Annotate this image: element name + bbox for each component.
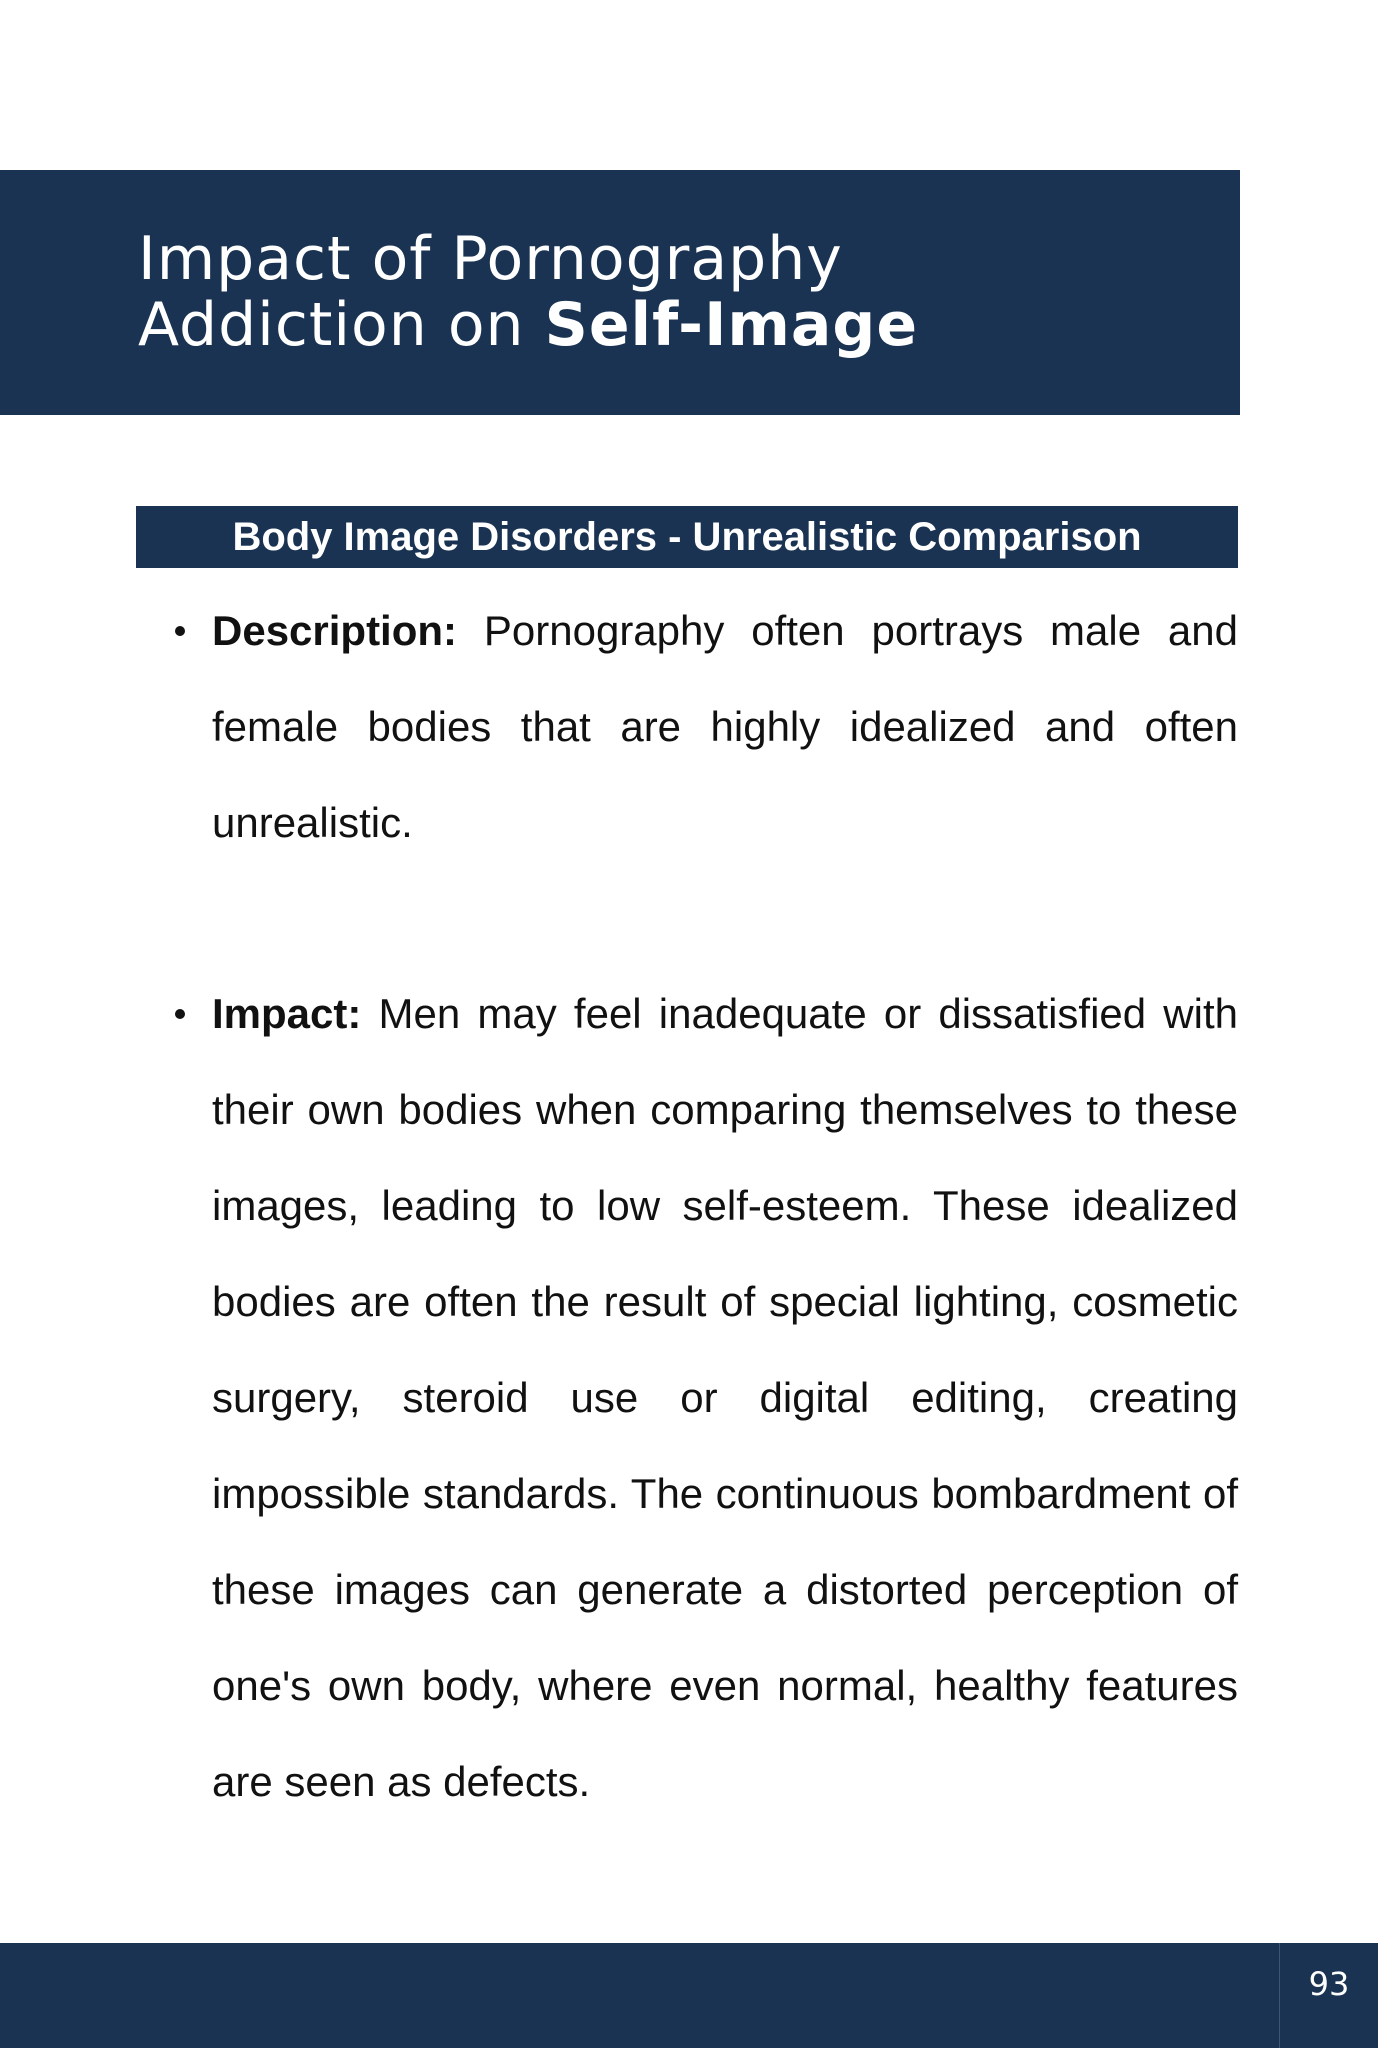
list-item-impact — [212, 966, 1238, 1830]
bullet-text: Men may feel inadequate or dissatisfied with their own bodies when comparing themselves to these images, leading to low self-esteem. These idealized bodies are often the result of special lighting, cosmetic surgery, steroid use or digital editing, creating impossible standards. The continuous bombardment of these images can generate a distorted perception of one's own body, where even normal, healthy features are seen as defects. — [212, 990, 1238, 1805]
bullet-list-impact — [212, 966, 1238, 1830]
list-item-description — [212, 583, 1238, 871]
page-title-line2-regular: Addiction on — [138, 290, 545, 360]
bullet-text: Pornography often portrays male and female bodies that are highly idealized and often unrealistic. — [212, 607, 1239, 846]
footer-bar — [0, 1943, 1378, 2048]
page-title — [138, 226, 918, 358]
bullet-list-description — [212, 583, 1238, 871]
page-number: 93 — [1279, 1943, 1378, 2048]
bullet-label: Impact: — [212, 990, 362, 1037]
page-title-line2-bold: Self-Image — [544, 290, 919, 360]
bullet-icon — [175, 1009, 185, 1019]
bullet-label: Description: — [212, 607, 458, 654]
section-heading: Body Image Disorders - Unrealistic Comparison — [136, 506, 1238, 568]
page-title-line1: Impact of Pornography — [138, 224, 843, 294]
bullet-icon — [175, 626, 185, 636]
